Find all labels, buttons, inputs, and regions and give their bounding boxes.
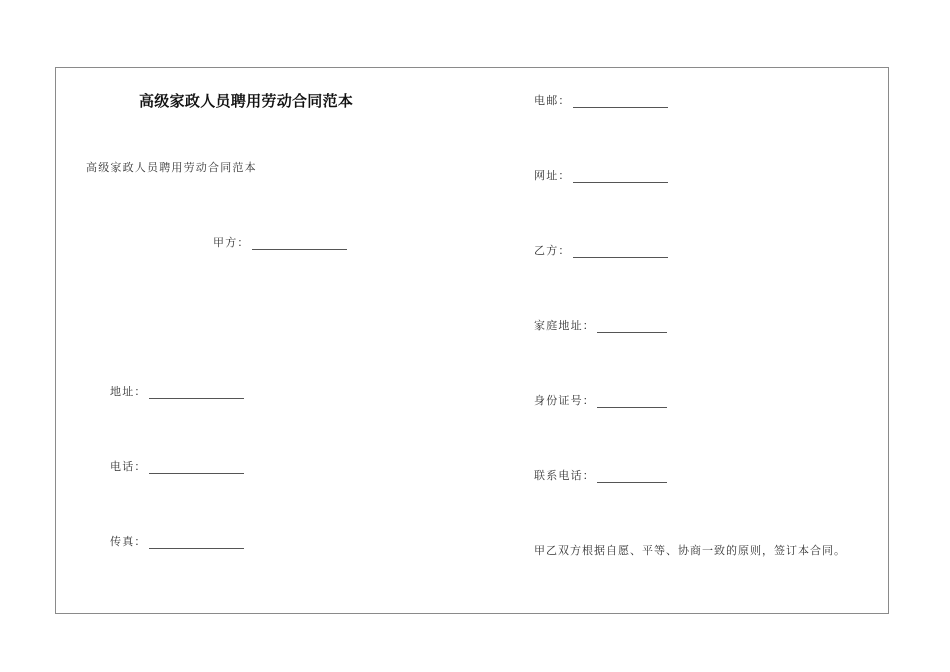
- website-label: 网址：: [534, 169, 571, 182]
- email-label: 电邮：: [534, 94, 571, 107]
- home-address-label: 家庭地址：: [534, 319, 595, 332]
- fax-blank-line[interactable]: [149, 534, 244, 549]
- document-subtitle: 高级家政人员聘用劳动合同范本: [86, 161, 257, 174]
- id-number-field: [534, 392, 667, 408]
- fax-label: 传真：: [110, 535, 147, 548]
- address-blank-line[interactable]: [149, 384, 244, 399]
- party-a-field: [213, 234, 347, 250]
- website-field: [534, 167, 668, 183]
- document-title: 高级家政人员聘用劳动合同范本: [139, 92, 354, 110]
- address-label: 地址：: [110, 385, 147, 398]
- contact-phone-blank-line[interactable]: [597, 468, 667, 483]
- phone-label: 电话：: [110, 460, 147, 473]
- email-blank-line[interactable]: [573, 93, 668, 108]
- address-field: [110, 383, 244, 399]
- phone-blank-line[interactable]: [149, 459, 244, 474]
- phone-field: [110, 458, 244, 474]
- party-a-blank-line[interactable]: [252, 235, 347, 250]
- party-a-label: 甲方：: [213, 236, 250, 249]
- website-blank-line[interactable]: [573, 168, 668, 183]
- id-number-blank-line[interactable]: [597, 393, 667, 408]
- party-b-field: [534, 242, 668, 258]
- agreement-statement: 甲乙双方根据自愿、平等、协商一致的原则，签订本合同。: [534, 544, 846, 557]
- contact-phone-field: [534, 467, 667, 483]
- home-address-blank-line[interactable]: [597, 318, 667, 333]
- contact-phone-label: 联系电话：: [534, 469, 595, 482]
- party-b-blank-line[interactable]: [573, 243, 668, 258]
- email-field: [534, 92, 668, 108]
- fax-field: [110, 533, 244, 549]
- party-b-label: 乙方：: [534, 244, 571, 257]
- id-number-label: 身份证号：: [534, 394, 595, 407]
- document-page: [55, 67, 889, 614]
- home-address-field: [534, 317, 667, 333]
